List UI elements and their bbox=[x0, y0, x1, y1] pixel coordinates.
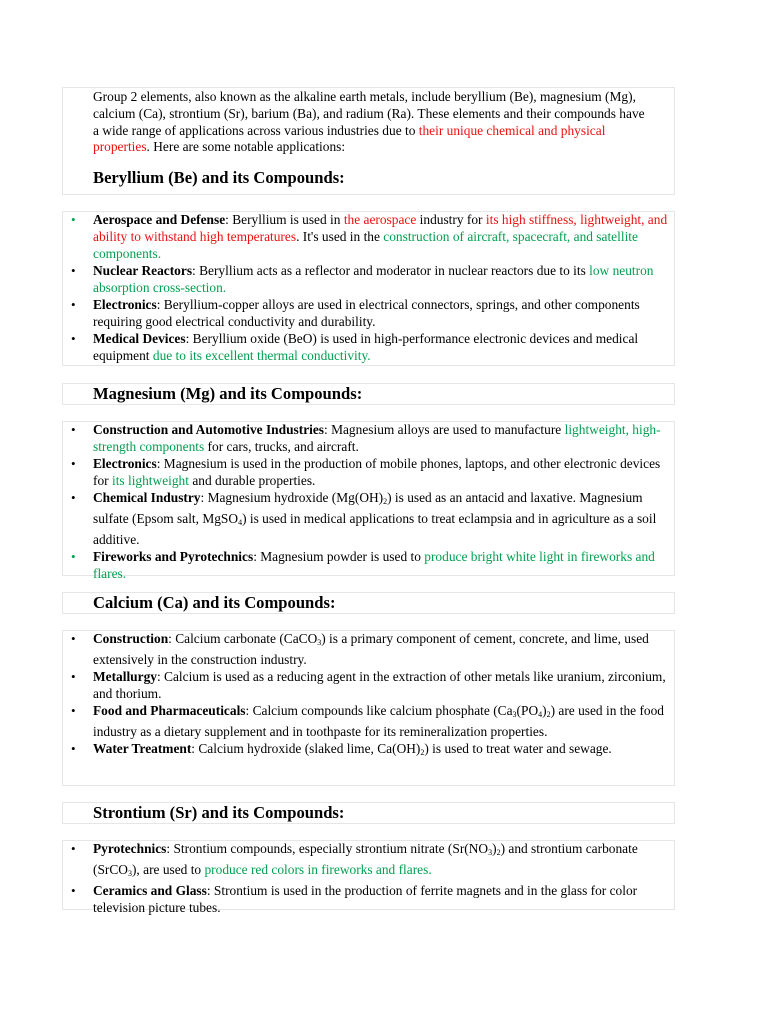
subscript: 2 bbox=[546, 709, 551, 719]
item-green-text: construction of aircraft, spacecraft, and satellite components. bbox=[93, 228, 638, 261]
item-text: (PO bbox=[516, 702, 539, 718]
list-item bbox=[63, 883, 674, 917]
item-text: : Magnesium alloys are used to manufacture bbox=[324, 422, 565, 437]
heading-beryllium: Beryllium (Be) and its Compounds: bbox=[93, 168, 345, 188]
list-item bbox=[63, 490, 674, 549]
item-text: industry for bbox=[416, 212, 486, 227]
list-item bbox=[63, 212, 674, 263]
list-item bbox=[63, 703, 674, 741]
item-title: Food and Pharmaceuticals bbox=[93, 702, 246, 718]
item-green-text: low neutron absorption cross-section. bbox=[93, 262, 654, 295]
subscript: 2 bbox=[420, 747, 425, 757]
bullet-icon: • bbox=[71, 422, 76, 437]
list-item bbox=[63, 549, 674, 583]
item-text: ) and strontium carbonate (SrCO bbox=[93, 841, 638, 877]
list-item bbox=[63, 263, 674, 297]
item-text: : Beryllium acts as a reflector and moderator in nuclear reactors due to its bbox=[192, 262, 590, 278]
item-text: ) bbox=[492, 841, 497, 856]
item-text: : Magnesium hydroxide (Mg(OH) bbox=[200, 489, 384, 505]
item-title: Electronics bbox=[93, 455, 157, 471]
beryllium-list-block bbox=[62, 211, 675, 366]
item-text: for cars, trucks, and aircraft. bbox=[204, 438, 359, 454]
bullet-icon: • bbox=[71, 212, 76, 227]
subscript: 2 bbox=[496, 848, 501, 857]
bullet-icon: • bbox=[71, 631, 76, 646]
item-text: ) is used as an antacid and laxative. Magnesium sulfate (Epsom salt, MgSO bbox=[93, 489, 643, 526]
item-title: Pyrotechnics bbox=[93, 841, 167, 856]
calcium-heading-block bbox=[62, 592, 675, 614]
bullet-icon: • bbox=[71, 740, 76, 756]
bullet-icon: • bbox=[71, 455, 76, 471]
magnesium-list-block bbox=[62, 421, 675, 581]
subscript: 4 bbox=[538, 709, 543, 719]
bullet-icon: • bbox=[71, 489, 76, 505]
item-text: ) bbox=[542, 702, 547, 718]
list-item bbox=[63, 669, 674, 703]
list-item bbox=[63, 297, 674, 331]
calcium-list-block bbox=[62, 630, 675, 786]
heading-strontium: Strontium (Sr) and its Compounds: bbox=[93, 803, 345, 822]
heading-calcium: Calcium (Ca) and its Compounds: bbox=[93, 593, 336, 612]
list-item bbox=[63, 422, 674, 456]
beryllium-list bbox=[63, 212, 674, 365]
bullet-icon: • bbox=[71, 841, 76, 856]
item-text: ) is a primary component of cement, concrete, and lime, used extensively in the construction industry. bbox=[93, 631, 649, 667]
item-text: and durable properties. bbox=[188, 472, 316, 488]
subscript: 4 bbox=[238, 517, 243, 527]
list-item bbox=[63, 841, 674, 883]
list-item bbox=[63, 741, 674, 762]
magnesium-list bbox=[63, 422, 674, 583]
intro-paragraph bbox=[93, 89, 674, 156]
subscript: 3 bbox=[512, 709, 517, 719]
item-title: Metallurgy bbox=[93, 668, 157, 684]
item-text: : Beryllium-copper alloys are used in electrical connectors, springs, and other components requiring good electrical conductivity and durability. bbox=[93, 296, 640, 329]
item-title: Electronics bbox=[93, 296, 157, 312]
bullet-icon: • bbox=[71, 330, 76, 346]
item-green-text: its lightweight bbox=[111, 472, 189, 488]
strontium-list-block bbox=[62, 840, 675, 915]
item-text: : Magnesium powder is used to bbox=[253, 548, 425, 564]
item-text: : Calcium compounds like calcium phosphate (Ca bbox=[245, 702, 513, 718]
item-title: Construction bbox=[93, 631, 169, 646]
item-title: Nuclear Reactors bbox=[93, 262, 193, 278]
subscript: 3 bbox=[127, 868, 132, 878]
calcium-list bbox=[63, 631, 674, 762]
strontium-list bbox=[63, 841, 674, 917]
list-item bbox=[63, 331, 674, 365]
item-green-text: due to its excellent thermal conductivity. bbox=[152, 347, 371, 363]
item-green-text: lightweight, high-strength components bbox=[93, 422, 661, 454]
item-text: : Calcium hydroxide (slaked lime, Ca(OH) bbox=[191, 740, 421, 756]
item-green-text: produce bright white light in fireworks and flares. bbox=[93, 548, 655, 581]
item-title: Medical Devices bbox=[93, 330, 186, 346]
list-item bbox=[63, 456, 674, 490]
bullet-icon: • bbox=[71, 668, 76, 684]
item-text: : Beryllium is used in bbox=[225, 212, 344, 227]
item-text: ) is used to treat water and sewage. bbox=[424, 740, 612, 756]
item-title: Ceramics and Glass bbox=[93, 882, 207, 898]
item-text: ), are used to bbox=[131, 861, 205, 877]
item-red-text: the aerospace bbox=[343, 212, 417, 227]
item-text: : Strontium compounds, especially strontium nitrate (Sr(NO bbox=[166, 841, 489, 856]
subscript: 2 bbox=[383, 496, 388, 506]
bullet-icon: • bbox=[71, 296, 76, 312]
item-title: Fireworks and Pyrotechnics bbox=[93, 548, 254, 564]
item-text: ) is used in medical applications to treat eclampsia and in agriculture as a soil additive. bbox=[93, 510, 657, 547]
item-green-text: produce red colors in fireworks and flares. bbox=[204, 861, 432, 877]
item-title: Water Treatment bbox=[93, 740, 192, 756]
subscript: 3 bbox=[488, 848, 493, 857]
intro-text: Group 2 elements, also known as the alkaline earth metals, include beryllium (Be), magnesium (Mg), calcium (Ca), strontium (Sr), barium (Ba), and radium (Ra). These elements and their compounds have a wide range of applications across various industries due to bbox=[93, 89, 645, 138]
bullet-icon: • bbox=[71, 702, 76, 718]
intro-block bbox=[62, 87, 675, 195]
bullet-icon: • bbox=[71, 548, 76, 564]
bullet-icon: • bbox=[71, 882, 76, 898]
heading-magnesium: Magnesium (Mg) and its Compounds: bbox=[93, 384, 363, 403]
item-text: : Strontium is used in the production of ferrite magnets and in the glass for color television picture tubes. bbox=[93, 882, 638, 915]
item-title: Construction and Automotive Industries bbox=[93, 422, 325, 437]
item-text: : Calcium carbonate (CaCO bbox=[168, 631, 318, 646]
strontium-heading-block bbox=[62, 802, 675, 824]
item-text: : Magnesium is used in the production of mobile phones, laptops, and other electronic devices for bbox=[93, 455, 661, 488]
item-text: : Calcium is used as a reducing agent in the extraction of other metals like uranium, zirconium, and thorium. bbox=[93, 668, 666, 701]
subscript: 3 bbox=[317, 638, 322, 647]
item-text: . It's used in the bbox=[296, 228, 384, 244]
item-title: Aerospace and Defense bbox=[93, 212, 226, 227]
list-item bbox=[63, 631, 674, 669]
item-title: Chemical Industry bbox=[93, 489, 201, 505]
bullet-icon: • bbox=[71, 262, 76, 278]
intro-text-end: . Here are some notable applications: bbox=[146, 139, 346, 155]
item-text: ) are used in the food industry as a dietary supplement and in toothpaste for its remineralization properties. bbox=[93, 702, 664, 739]
intro-highlight: their unique chemical and physical properties bbox=[93, 122, 606, 155]
magnesium-heading-block bbox=[62, 383, 675, 405]
item-text: : Beryllium oxide (BeO) is used in high-performance electronic devices and medical equipment bbox=[93, 330, 639, 363]
item-red-text: its high stiffness, lightweight, and ability to withstand high temperatures bbox=[93, 212, 668, 244]
